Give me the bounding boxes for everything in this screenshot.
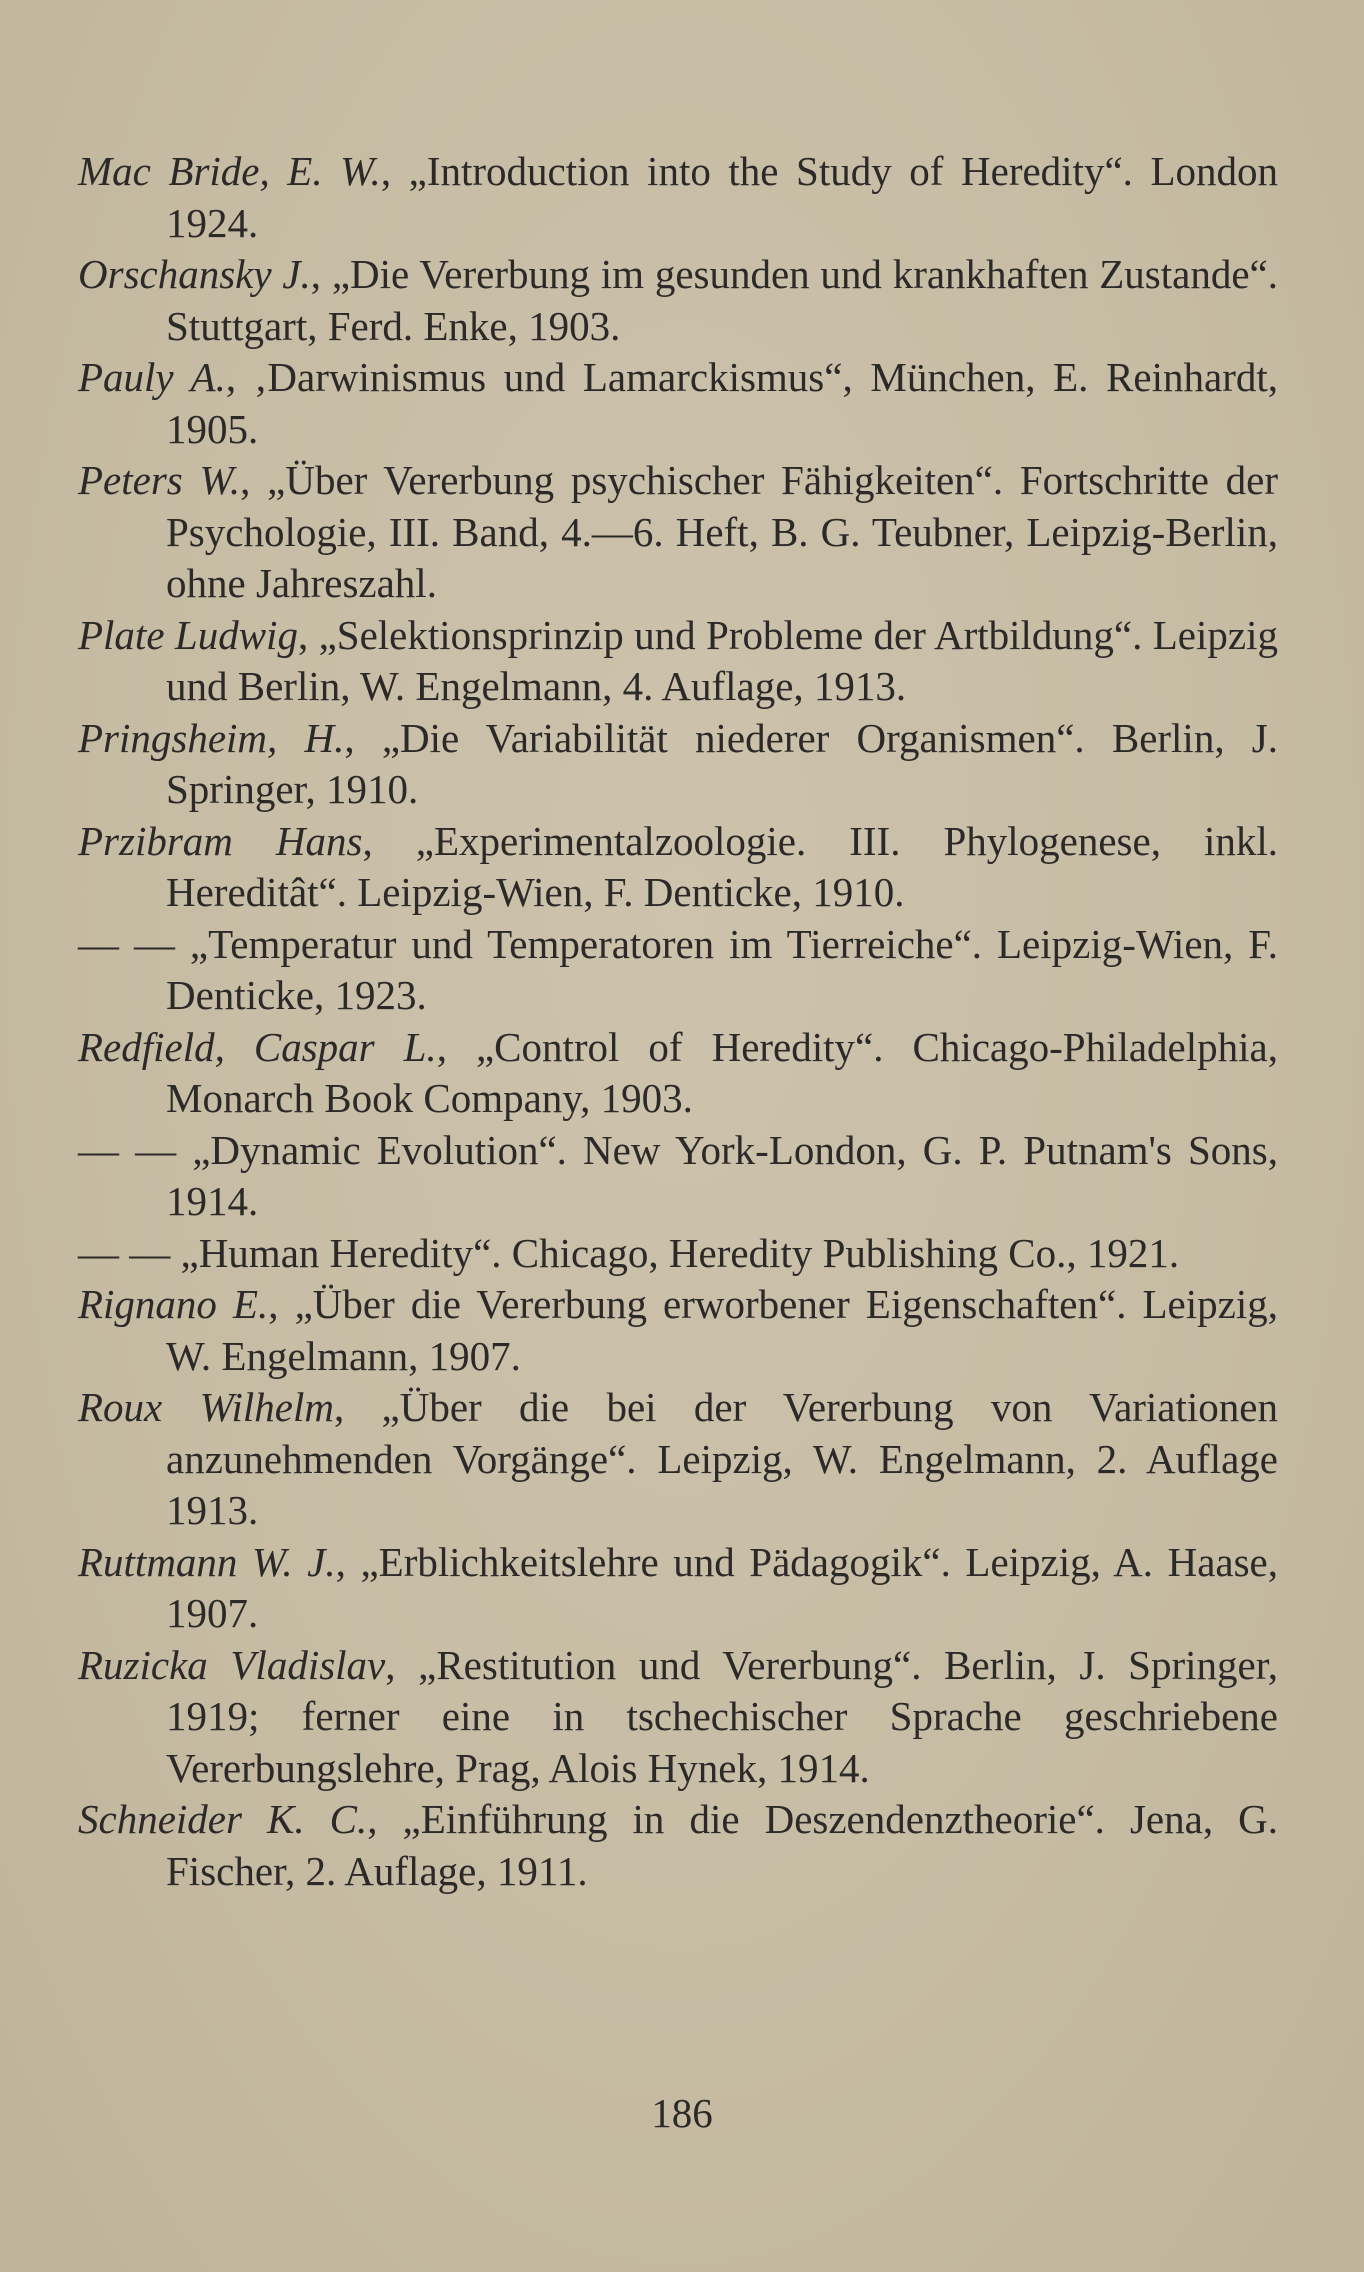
entry-text: , ‚Darwinismus und Lamarckismus“, München, E. Reinhardt, 1905. [166, 354, 1279, 452]
entry-text: — — „Temperatur und Temperatoren im Tierreiche“. Leipzig-Wien, F. Denticke, 1923. [78, 920, 1278, 1018]
bibliography-entry [78, 352, 1278, 455]
entry-author: Ruzicka Vladislav [78, 1641, 386, 1688]
entry-text: , „Über die Vererbung erworbener Eigenschaften“. Leipzig, W. Engelmann, 1907. [166, 1281, 1278, 1379]
bibliography-entry [78, 1279, 1278, 1382]
entry-author: Roux Wilhelm [78, 1384, 334, 1430]
entry-text: — — „Dynamic Evolution“. New York-London, G. P. Putnam's Sons, 1914. [78, 1126, 1278, 1224]
entry-author: Peters W. [78, 457, 241, 503]
entry-author: Orschansky J. [78, 251, 311, 297]
bibliography-entry [78, 713, 1278, 816]
entry-author: Plate Ludwig [78, 611, 298, 658]
entry-text: , „Einführung in die Deszendenztheorie“. Jena, G. Fischer, 2. Auflage, 1911. [166, 1796, 1278, 1894]
bibliography-entry [78, 610, 1278, 713]
bibliography-entry [78, 816, 1278, 919]
entry-text: , „Experimentalzoologie. III. Phylogenese, inkl. Hereditât“. Leipzig-Wien, F. Denticke, 1910. [166, 817, 1279, 915]
entry-author: Rignano E. [78, 1281, 269, 1327]
entry-text: — — „Human Heredity“. Chicago, Heredity Publishing Co., 1921. [78, 1229, 1180, 1276]
entry-text: , „Restitution und Vererbung“. Berlin, J. Springer, 1919; ferner eine in tschechischer Sprache geschriebene Vererbungslehre, Prag, Alois Hynek, 1914. [166, 1641, 1278, 1791]
entry-text: , „Über die bei der Vererbung von Variationen anzunehmenden Vorgänge“. Leipzig, W. Engelmann, 2. Auflage 1913. [166, 1384, 1278, 1533]
bibliography-entry [78, 455, 1278, 610]
entry-author: Przibram Hans [78, 817, 363, 864]
entry-text: , „Über Vererbung psychischer Fähigkeiten“. Fortschritte der Psychologie, III. Band, 4.—6. Heft, B. G. Teubner, Leipzig-Berlin, ohne Jahreszahl. [166, 457, 1279, 606]
bibliography-entry [78, 1640, 1278, 1795]
entry-text: , „Die Variabilität niederer Organismen“. Berlin, J. Springer, 1910. [166, 714, 1278, 812]
entry-text: , „Selektionsprinzip und Probleme der Artbildung“. Leipzig und Berlin, W. Engelmann, 4. Auflage, 1913. [166, 611, 1278, 709]
entry-text: , „Control of Heredity“. Chicago-Philadelphia, Monarch Book Company, 1903. [166, 1023, 1278, 1121]
entry-text: , „Die Vererbung im gesunden und krankhaften Zustande“. Stuttgart, Ferd. Enke, 1903. [166, 251, 1278, 349]
bibliography-entry [78, 919, 1278, 1022]
entry-author: Pringsheim, H. [78, 714, 345, 761]
entry-author: Ruttmann W. J. [78, 1538, 336, 1585]
entry-author: Pauly A. [78, 354, 226, 400]
bibliography-entry [78, 146, 1278, 249]
entry-text: , „Erblichkeitslehre und Pädagogik“. Leipzig, A. Haase, 1907. [166, 1538, 1278, 1636]
bibliography-entry [78, 1794, 1278, 1897]
page-number: 186 [651, 2090, 713, 2136]
bibliography-entry [78, 1125, 1278, 1228]
bibliography-entry [78, 249, 1278, 352]
bibliography-entry [78, 1382, 1278, 1537]
bibliography-entry [78, 1537, 1278, 1640]
bibliography-list [78, 146, 1278, 1897]
entry-author: Schneider K. C. [78, 1796, 368, 1842]
entry-text: , „Introduction into the Study of Heredity“. London 1924. [166, 148, 1279, 246]
bibliography-entry [78, 1022, 1278, 1125]
bibliography-entry [78, 1228, 1278, 1280]
entry-author: Mac Bride, E. W. [78, 148, 381, 194]
entry-author: Redfield, Caspar L. [78, 1023, 437, 1070]
